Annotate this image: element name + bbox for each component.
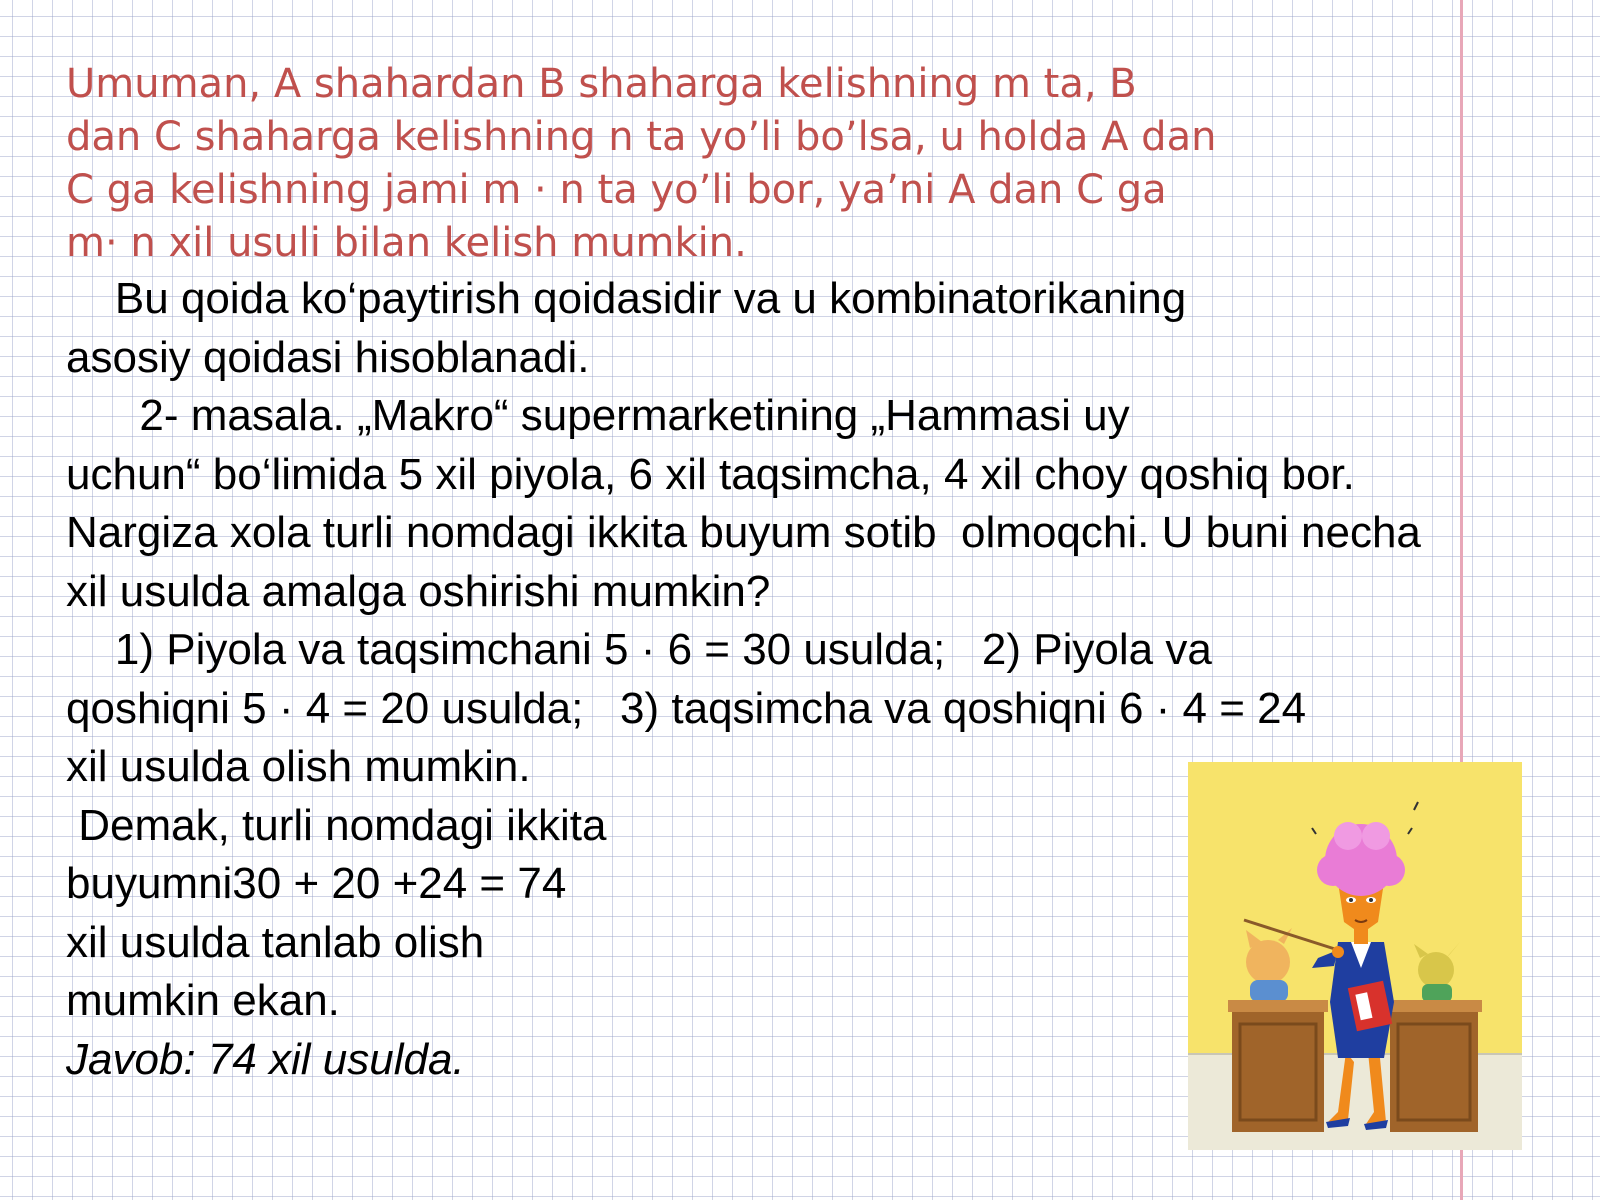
rule-statement-line: Umuman, A shahardan B shaharga kelishning m ta, B	[66, 61, 1137, 107]
text-line: buyumni30 + 20 +24 = 74	[66, 859, 567, 908]
rule-statement-line: m· n xil usuli bilan kelish mumkin.	[66, 220, 747, 266]
rule-name-paragraph	[66, 270, 1566, 387]
text-line: xil usulda amalga oshirishi mumkin?	[66, 566, 771, 616]
rule-statement-line: C ga kelishning jami m · n ta yo’li bor, ya’ni A dan C ga	[66, 167, 1167, 213]
text-line: 2- masala. „Makro“ supermarketining „Hammasi uy	[66, 391, 1130, 440]
text-line: xil usulda tanlab olish	[66, 917, 485, 967]
rule-statement-line: dan C shaharga kelishning n ta yo’li bo’lsa, u holda A dan	[66, 114, 1217, 160]
text-line: 1) Piyola va taqsimchani 5 · 6 = 30 usulda; 2) Piyola va	[66, 625, 1212, 674]
problem-paragraph	[66, 387, 1566, 621]
text-line: uchun“ bo‘limida 5 xil piyola, 6 xil taqsimcha, 4 xil choy qoshiq bor.	[66, 449, 1355, 499]
text-line: asosiy qoidasi hisoblanadi.	[66, 332, 590, 382]
teacher-cat-classroom-icon	[1188, 762, 1522, 1150]
text-line: Demak, turli nomdagi ikkita	[66, 800, 607, 850]
text-line: Bu qoida ko‘paytirish qoidasidir va u kombinatorikaning	[66, 274, 1187, 323]
text-line: Nargiza xola turli nomdagi ikkita buyum sotib olmoqchi. U buni necha	[66, 508, 1421, 557]
answer-text: Javob: 74 xil usulda.	[66, 1034, 465, 1084]
rule-statement	[66, 58, 1266, 270]
text-line: xil usulda olish mumkin.	[66, 742, 531, 791]
text-line: qoshiqni 5 · 4 = 20 usulda; 3) taqsimcha va qoshiqni 6 · 4 = 24	[66, 683, 1307, 733]
text-line: mumkin ekan.	[66, 976, 340, 1025]
